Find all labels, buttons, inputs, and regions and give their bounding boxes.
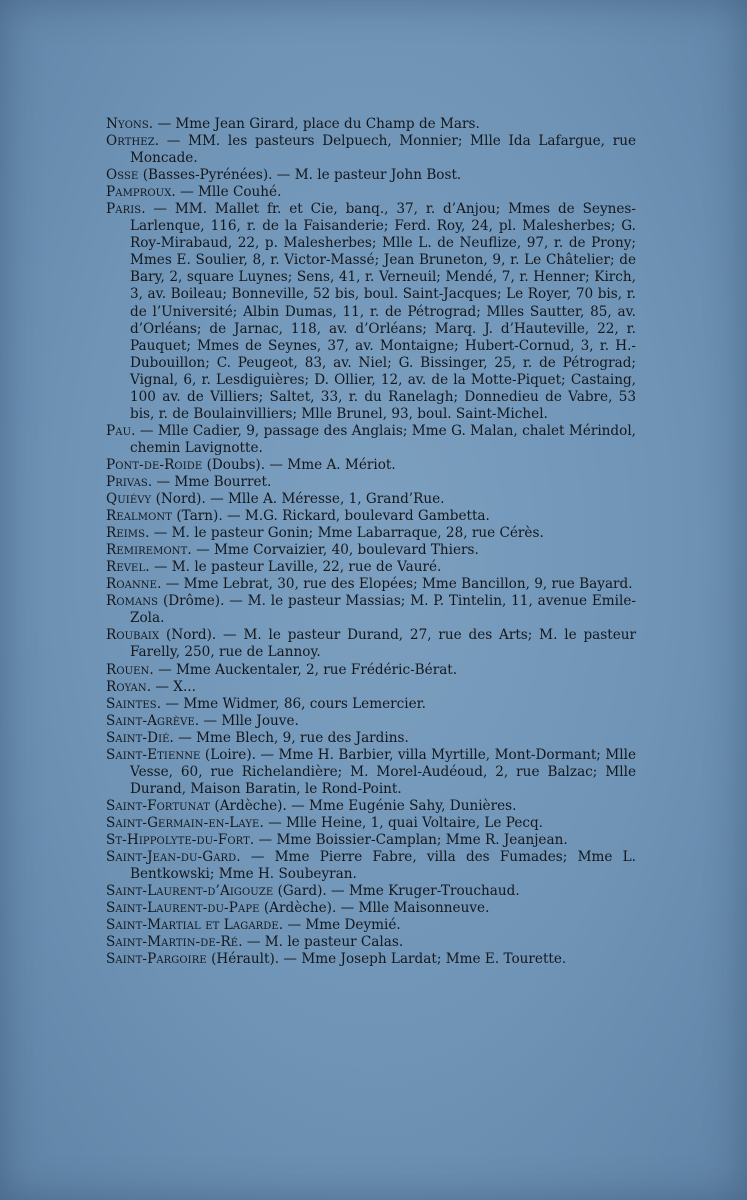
town-name: Realmont [106, 508, 173, 525]
town-name: Saint-Dié [106, 729, 170, 746]
town-name: Pont-de-Roide [106, 456, 203, 473]
town-name: Pamproux [106, 184, 172, 201]
entry-text: (Nord). — Mlle A. Méresse, 1, Grand’Rue. [151, 491, 445, 508]
entry-rouen [106, 662, 636, 679]
entry-text: . — MM. les pasteurs Delpuech, Monnier; Mlle Ida Lafargue, rue Moncade. [130, 133, 636, 167]
entry-saint-pargoire [106, 951, 636, 968]
entry-saint-jean-du-gard [106, 849, 636, 883]
town-name: Revel [106, 559, 146, 576]
entry-quievy [106, 491, 636, 508]
entry-text: . — Mme Pierre Fabre, villa des Fumades; Mme L. Bentkowski; Mme H. Soubeyran. [130, 849, 636, 883]
entry-text: . — Mme Jean Girard, place du Champ de Mars. [148, 116, 480, 132]
entry-saint-etienne [106, 747, 636, 798]
entry-roanne [106, 576, 636, 593]
entry-osse [106, 167, 636, 184]
entry-text: . — Mlle Jouve. [194, 712, 299, 729]
town-name: Rouen [106, 661, 150, 678]
entry-st-hippolyte-du-fort [106, 832, 636, 849]
entry-text: (Gard). — Mme Kruger-Trouchaud. [273, 883, 520, 900]
entry-paris [106, 201, 636, 423]
entry-text: . — Mlle Heine, 1, quai Voltaire, Le Pecq. [259, 814, 543, 831]
entry-privas [106, 474, 636, 491]
town-name: Osse [106, 167, 139, 184]
town-name: Nyons [106, 116, 149, 132]
town-name: Royan [106, 678, 147, 695]
entry-saintes [106, 696, 636, 713]
town-name: Saint-Etienne [106, 746, 201, 763]
entry-text: . — Mme Bourret. [147, 473, 272, 490]
town-name: Saint-Pargoire [106, 951, 207, 968]
entry-pamproux [106, 184, 636, 201]
entry-realmont [106, 508, 636, 525]
entry-roubaix [106, 627, 636, 661]
entry-revel [106, 559, 636, 576]
entry-saint-martial-et-lagarde [106, 917, 636, 934]
entry-royan [106, 679, 636, 696]
entry-text: . — Mme Widmer, 86, cours Lemercier. [156, 695, 426, 712]
entry-text: . — Mme Auckentaler, 2, rue Frédéric-Bérat. [149, 661, 458, 678]
town-name: St-Hippolyte-du-Fort [106, 831, 250, 848]
entry-saint-agreve [106, 713, 636, 730]
town-name: Roanne [106, 576, 158, 593]
entry-saint-laurent-d-aigouze [106, 883, 636, 900]
town-name: Paris [106, 201, 142, 218]
town-name: Reims [106, 525, 146, 542]
town-name: Privas [106, 473, 148, 490]
entry-saint-martin-de-re [106, 934, 636, 951]
entry-text: (Drôme). — M. le pasteur Massias; M. P. Tintelin, 11, avenue Emile-Zola. [130, 593, 636, 627]
entry-reims [106, 525, 636, 542]
town-name: Saint-Laurent-d’Aigouze [106, 883, 274, 900]
entry-text: (Doubs). — Mme A. Mériot. [202, 456, 396, 473]
town-name: Roubaix [106, 627, 160, 644]
town-name: Saint-Jean-du-Gard [106, 849, 237, 866]
entry-text: . — X... [146, 678, 196, 695]
address-listing [106, 116, 636, 968]
entry-saint-laurent-du-pape [106, 900, 636, 917]
entry-text: (Loire). — Mme H. Barbier, villa Myrtille, Mont-Dormant; Mlle Vesse, 60, rue Richelandière; M. Morel-Audéoud, 2, rue Balzac; Mlle Durand, Maison Baratin, le Rond-Point. [130, 746, 636, 797]
entry-text: (Tarn). — M.G. Rickard, boulevard Gambetta. [172, 508, 490, 525]
entry-text: . — Mme Deymié. [278, 917, 401, 934]
entry-text: (Ardèche). — Mlle Maisonneuve. [259, 900, 490, 917]
town-name: Orthez [106, 133, 155, 150]
entry-saint-die [106, 730, 636, 747]
entry-pau [106, 423, 636, 457]
entry-pont-de-roide [106, 457, 636, 474]
town-name: Quiévy [106, 491, 152, 508]
town-name: Saint-Laurent-du-Pape [106, 900, 260, 917]
town-name: Saint-Martin-de-Ré [106, 934, 239, 951]
entry-text: . — M. le pasteur Calas. [238, 934, 404, 951]
entry-text: (Nord). — M. le pasteur Durand, 27, rue des Arts; M. le pasteur Farelly, 250, rue de Lannoy. [130, 627, 636, 661]
entry-text: . — M. le pasteur Gonin; Mme Labarraque, 28, rue Cérès. [145, 525, 544, 542]
town-name: Saintes [106, 695, 157, 712]
town-name: Saint-Fortunat [106, 797, 211, 814]
entry-saint-fortunat [106, 798, 636, 815]
town-name: Pau [106, 422, 132, 439]
entry-nyons [106, 116, 636, 133]
entry-text: (Basses-Pyrénées). — M. le pasteur John Bost. [138, 167, 462, 184]
entry-text: . — Mme Blech, 9, rue des Jardins. [169, 729, 409, 746]
entry-text: (Ardèche). — Mme Eugénie Sahy, Dunières. [210, 797, 517, 814]
town-name: Remiremont [106, 542, 188, 559]
entry-text: . — Mlle Cadier, 9, passage des Anglais; Mme G. Malan, chalet Mérindol, chemin Lavignotte. [130, 422, 636, 456]
town-name: Saint-Martial et Lagarde [106, 917, 279, 934]
entry-text: . — Mme Corvaizier, 40, boulevard Thiers. [187, 542, 479, 559]
town-name: Romans [106, 593, 159, 610]
entry-saint-germain-en-laye [106, 815, 636, 832]
entry-text: (Hérault). — Mme Joseph Lardat; Mme E. Tourette. [206, 951, 567, 968]
town-name: Saint-Germain-en-Laye [106, 814, 260, 831]
entry-text: . — M. le pasteur Laville, 22, rue de Vauré. [145, 559, 442, 576]
entry-romans [106, 593, 636, 627]
entry-text: . — Mme Boissier-Camplan; Mme R. Jeanjean. [249, 831, 568, 848]
entry-orthez [106, 133, 636, 167]
entry-text: . — Mme Lebrat, 30, rue des Elopées; Mme Bancillon, 9, rue Bayard. [157, 576, 633, 593]
entry-text: . — MM. Mallet fr. et Cie, banq., 37, r. d’Anjou; Mmes de Seynes-Larlenque, 116, r. de la Faisanderie; Ferd. Roy, 24, pl. Malesherbes; G. Roy-Mirabaud, 22, p. Malesherbes; Mlle L. de Neuflize, 97, r. de Prony; Mmes E. Soulier, 8, r. Victor-Massé; Jean Bruneton, 9, r. Le Châtelier; de Bary, 2, square Luynes; Sens, 41, r. Verneuil; Mendé, 7, r. Henner; Kirch, 3, av. Boileau; Bonneville, 52 bis, boul. Saint-Jacques; Le Royer, 70 bis, r. de l’Université; Albin Dumas, 11, r. de Pétrograd; Mlles Sautter, 85, av. d’Orléans; de Jarnac, 118, av. d’Orléans; Marq. J. d’Hauteville, 22, r. Pauquet; Mmes de Seynes, 37, av. Montaigne; Hubert-Cornud, 3, r. H.-Dubouillon; C. Peugeot, 83, av. Niel; G. Bissinger, 25, r. de Pétrograd; Vignal, 6, r. Lesdiguières; D. Ollier, 12, av. de la Motte-Piquet; Castaing, 100 av. de Villiers; Saltet, 33, r. du Ranelagh; Donnedieu de Vabre, 53 bis, r. de Boulainvilliers; Mlle Brunel, 93, boul. Saint-Michel. [130, 201, 636, 422]
entry-text: . — Mlle Couhé. [171, 184, 282, 201]
entry-remiremont [106, 542, 636, 559]
town-name: Saint-Agrève [106, 712, 195, 729]
